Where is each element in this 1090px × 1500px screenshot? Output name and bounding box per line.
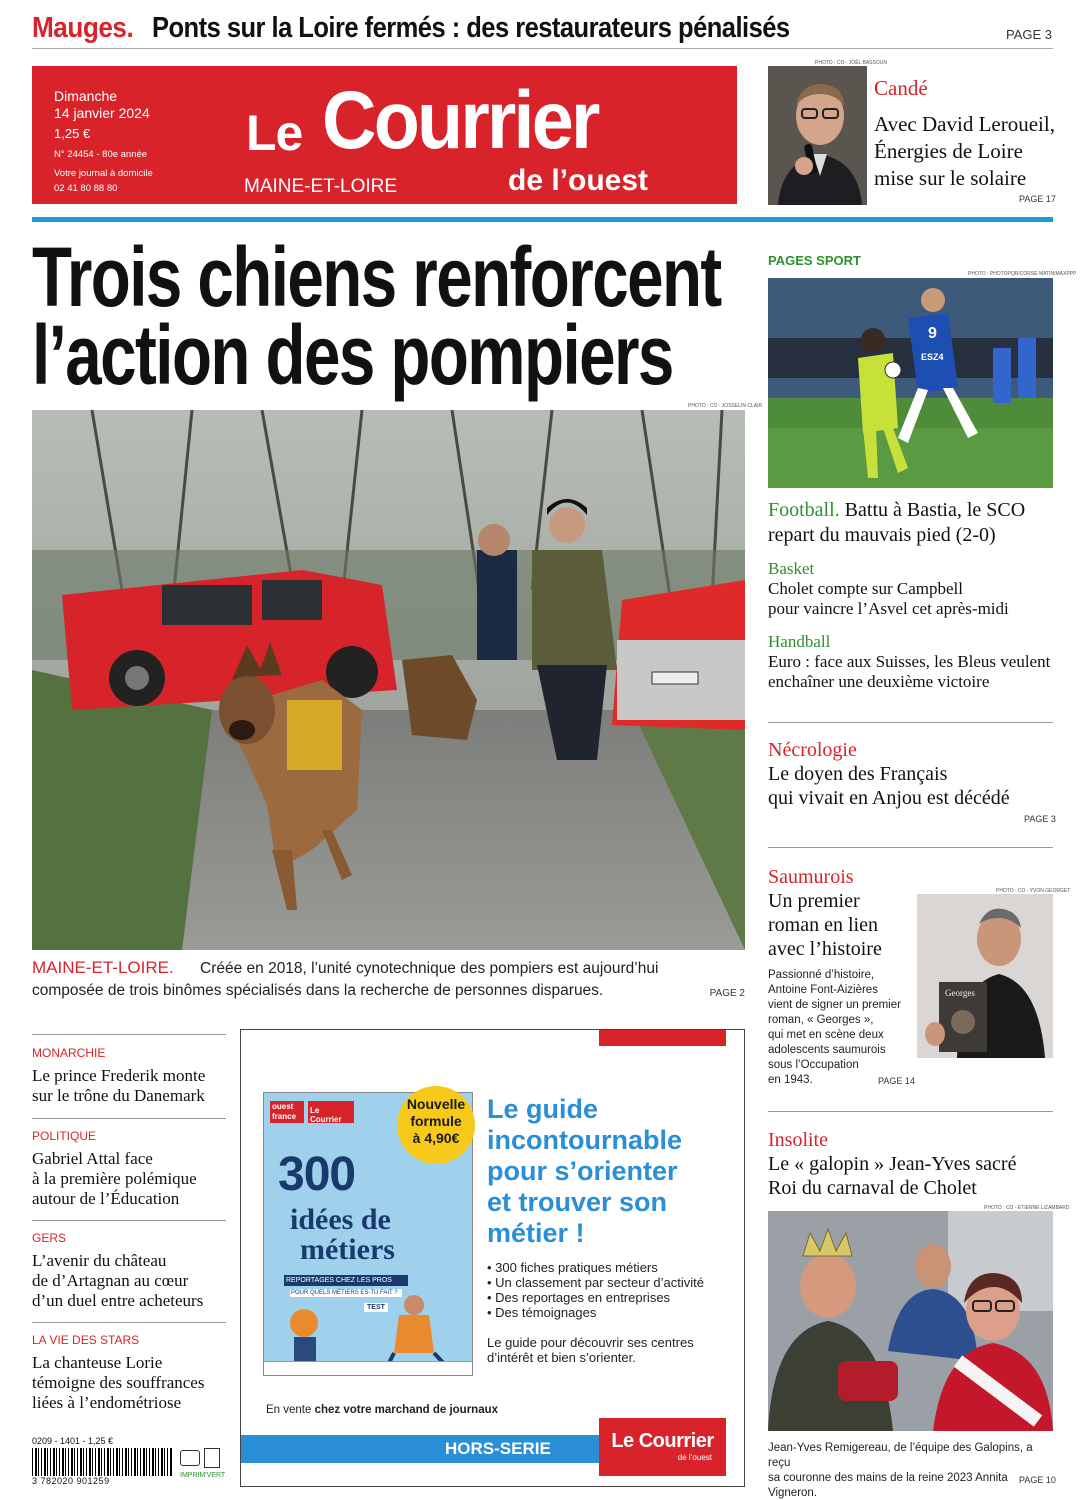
main-caption-text-1: Créée en 2018, l’unité cynotechnique des pompiers est aujourd’hui [200, 960, 659, 977]
left-rule-2 [32, 1220, 226, 1221]
brief-headline: témoigne des souffrances [32, 1373, 205, 1392]
necro-brief[interactable] [768, 738, 1058, 810]
saumur-body-line: en 1943. [768, 1074, 813, 1086]
logo-courrier: Courrier [322, 75, 598, 166]
ad-logo-1: Le Courrier [611, 1430, 714, 1452]
ad-title-3: pour s’orienter [487, 1156, 678, 1186]
ad-top-red-bar [599, 1030, 726, 1046]
ad-cover-line-2: métiers [300, 1233, 395, 1266]
carnival-king-illustration [768, 1211, 1053, 1431]
ad-bullet: • Des témoignages [487, 1305, 597, 1320]
masthead-phone: 02 41 80 88 80 [54, 183, 118, 194]
ad-title-5: métier ! [487, 1218, 585, 1248]
ad-hors-serie: HORS-SERIE [445, 1439, 551, 1458]
ad-title-2: incontournable [487, 1125, 682, 1155]
rule-insolite [768, 1111, 1053, 1112]
firefighter-dogs-illustration [32, 410, 745, 950]
main-caption-kicker: MAINE-ET-LOIRE. [32, 958, 174, 977]
saumur-body-line: qui met en scène deux [768, 1029, 884, 1041]
saumur-body-line: sous l’Occupation [768, 1059, 859, 1071]
cande-headline-1[interactable]: Avec David Leroueil, [874, 112, 1055, 136]
left-rule-3 [32, 1322, 226, 1323]
masthead-day: Dimanche [54, 88, 118, 104]
left-brief-monarchie[interactable] [32, 1046, 232, 1106]
ad-bullet: • 300 fiches pratiques métiers [487, 1260, 658, 1275]
insolite-kicker: Insolite [768, 1129, 828, 1151]
rule-necro [768, 722, 1053, 723]
ad-cover-brand-2: Le Courrier [308, 1101, 354, 1123]
insolite-head-1: Le « galopin » Jean-Yves sacré [768, 1153, 1017, 1175]
handball-brief[interactable] [768, 632, 1058, 692]
ad-sale [266, 1404, 498, 1416]
insolite-caption-1: Jean-Yves Remigereau, de l’équipe des Galopins, a reçu [768, 1442, 1033, 1469]
brief-category: GERS [32, 1231, 67, 1245]
cande-headline-2[interactable]: Énergies de Loire [874, 139, 1023, 163]
main-caption-text-2: composée de trois binômes spécialisés dans la recherche de personnes disparues. [32, 982, 604, 999]
sport-photo[interactable] [768, 278, 1053, 488]
saumur-page: PAGE 14 [878, 1076, 915, 1086]
topline-rule [32, 48, 1053, 49]
necro-page: PAGE 3 [1024, 814, 1056, 824]
brief-headline: L’avenir du château [32, 1251, 167, 1270]
handball-text-2: enchaîner une deuxième victoire [768, 672, 990, 691]
main-caption[interactable] [32, 958, 745, 1008]
brief-headline: La chanteuse Lorie [32, 1353, 163, 1372]
brief-category: LA VIE DES STARS [32, 1333, 140, 1347]
ad-badge-2: formule [410, 1113, 462, 1129]
barcode-bars [32, 1448, 172, 1476]
insolite-brief[interactable] [768, 1128, 1058, 1200]
sport-section: PAGES SPORT [768, 253, 861, 268]
saumur-head-2: roman en lien [768, 914, 878, 936]
rule-saumur [768, 847, 1053, 848]
ad-cover-footer [264, 1361, 473, 1375]
ad-hors-serie-bar [241, 1435, 599, 1463]
main-headline-1[interactable]: Trois chiens renforcent [32, 230, 721, 324]
brief-category: POLITIQUE [32, 1129, 97, 1143]
cande-page: PAGE 17 [1019, 194, 1056, 204]
insolite-credit: PHOTO : CO - ÉTIENNE LIZAMBARD [984, 1205, 1070, 1211]
ad-box[interactable] [240, 1029, 745, 1487]
ad-cover-number: 300 [278, 1148, 356, 1201]
ad-bullet: • Un classement par secteur d’activité [487, 1275, 704, 1290]
saumur-body-line: vient de signer un premier [768, 999, 901, 1011]
ad-cover-brand-1: ouest france [270, 1101, 304, 1123]
ad-title-4: et trouver son [487, 1187, 668, 1217]
ad-cover-test: TEST [364, 1303, 388, 1312]
logo-le: Le [246, 105, 303, 161]
necro-kicker: Nécrologie [768, 739, 857, 761]
football-text-1: Battu à Bastia, le SCO [844, 499, 1026, 521]
topline-page: PAGE 3 [1005, 27, 1052, 42]
jersey-number: 9 [928, 325, 937, 342]
brief-category: MONARCHIE [32, 1046, 106, 1060]
brief-headline: liées à l’endométriose [32, 1393, 182, 1412]
saumur-kicker: Saumurois [768, 866, 854, 888]
barcode-block [32, 1436, 232, 1488]
brief-headline: d’un duel entre acheteurs [32, 1291, 204, 1310]
print-icon [204, 1448, 220, 1468]
handball-kicker: Handball [768, 632, 831, 651]
main-headline-2[interactable]: l’action des pompiers [32, 308, 673, 402]
cande-photo[interactable] [768, 66, 867, 205]
brief-headline: sur le trône du Danemark [32, 1086, 205, 1105]
left-brief-gers[interactable] [32, 1231, 232, 1311]
ad-title-1: Le guide [487, 1094, 599, 1124]
masthead[interactable] [32, 66, 737, 204]
ad-tagline-2: d’intérêt et bien s’orienter. [487, 1350, 636, 1365]
saumur-body-line: Antoine Font-Aizières [768, 984, 878, 996]
insolite-page: PAGE 10 [1019, 1475, 1056, 1485]
left-rule-1 [32, 1118, 226, 1119]
barcode-number: 3 782020 901259 [32, 1476, 110, 1486]
saumur-head[interactable] [768, 865, 918, 961]
logo-edition: MAINE-ET-LOIRE [244, 176, 398, 197]
ad-logo-2: de l’ouest [677, 1453, 712, 1462]
saumur-head-1: Un premier [768, 890, 860, 912]
ad-badge [397, 1086, 475, 1164]
ad-logo [599, 1418, 726, 1476]
sport-credit: PHOTO : PHOTOPQR/CORSE MATIN/MAXPPP [968, 271, 1077, 277]
basket-text-1: Cholet compte sur Campbell [768, 579, 963, 598]
topline-kicker: Mauges. [32, 12, 134, 44]
saumur-photo[interactable] [917, 894, 1053, 1058]
recycle-icon [180, 1450, 200, 1466]
necro-text-2: qui vivait en Anjou est décédé [768, 787, 1010, 809]
necro-text-1: Le doyen des Français [768, 763, 948, 785]
ad-badge-3: à 4,90€ [412, 1130, 460, 1146]
ad-bullets [487, 1260, 704, 1320]
author-portrait-illustration [917, 894, 1053, 1058]
ad-tagline-1: Le guide pour découvrir ses centres [487, 1335, 694, 1350]
cande-credit: PHOTO : CO - JOËL BASSOUN [815, 60, 887, 66]
saumur-credit: PHOTO : CO - YVON GEORGET [996, 888, 1071, 894]
brief-headline: Gabriel Attal face [32, 1149, 153, 1168]
insolite-head-2: Roi du carnaval de Cholet [768, 1177, 977, 1199]
masthead-date: 14 janvier 2024 [54, 105, 150, 121]
blue-rule [32, 217, 1053, 222]
saumur-body-line: Passionné d’histoire, [768, 969, 875, 981]
brief-headline: Le prince Frederik monte [32, 1066, 206, 1085]
ad-cover-strip-2: POUR QUELS MÉTIERS ES-TU FAIT ? [290, 1289, 402, 1297]
masthead-price: 1,25 € [54, 126, 91, 141]
left-brief-politique[interactable] [32, 1129, 232, 1209]
imprim-vert-label: IMPRIM'VERT [180, 1472, 226, 1479]
insolite-caption[interactable] [768, 1441, 1058, 1500]
brief-headline: à la première polémique [32, 1169, 197, 1188]
jersey-sponsor: ESZ4 [921, 352, 944, 362]
ad-cover-line-1: idées de [290, 1203, 391, 1236]
ad-sale-2: chez votre marchand de journaux [314, 1404, 499, 1416]
cande-kicker: Candé [874, 76, 928, 100]
brief-headline: autour de l’Éducation [32, 1189, 180, 1208]
main-photo[interactable] [32, 410, 745, 950]
brief-headline: de d’Artagnan au cœur [32, 1271, 189, 1290]
basket-kicker: Basket [768, 559, 815, 578]
masthead-home: Votre journal à domicile [54, 168, 153, 179]
basket-text-2: pour vaincre l’Asvel cet après-midi [768, 599, 1009, 618]
football-match-illustration [768, 278, 1053, 488]
basket-brief[interactable] [768, 559, 1058, 619]
main-caption-page: PAGE 2 [709, 988, 745, 999]
book-title: Georges [945, 988, 975, 998]
football-kicker: Football. [768, 499, 840, 521]
saumur-body-line: roman, « Georges », [768, 1014, 874, 1026]
saumur-body[interactable] [768, 968, 918, 1088]
logo-ouest: de l’ouest [508, 164, 649, 197]
football-brief[interactable] [768, 498, 1058, 548]
ad-bullet: • Des reportages en entreprises [487, 1290, 671, 1305]
left-rule-0 [32, 1034, 226, 1035]
ad-cover-strip: REPORTAGES CHEZ LES PROS [284, 1275, 408, 1286]
topline-headline: Ponts sur la Loire fermés : des restaurateurs pénalisés [152, 12, 790, 44]
ad-tagline [487, 1335, 694, 1365]
topline[interactable] [32, 12, 1052, 50]
portrait-illustration [768, 66, 867, 205]
left-brief-stars[interactable] [32, 1333, 232, 1413]
ad-title [487, 1094, 682, 1249]
ad-sale-1: En vente [266, 1404, 315, 1416]
main-credit: PHOTO : CO - JOSSELIN CLAIR [688, 403, 763, 409]
saumur-body-line: adolescents saumurois [768, 1044, 886, 1056]
insolite-photo[interactable] [768, 1211, 1053, 1431]
barcode-code: 0209 - 1401 - 1,25 € [32, 1436, 114, 1446]
football-text-2: repart du mauvais pied (2-0) [768, 524, 996, 546]
saumur-head-3: avec l’histoire [768, 938, 882, 960]
handball-text-1: Euro : face aux Suisses, les Bleus veulent [768, 652, 1051, 671]
ad-badge-1: Nouvelle [406, 1096, 466, 1112]
cande-headline-3[interactable]: mise sur le solaire [874, 166, 1027, 190]
masthead-issue: N° 24454 - 80e année [54, 149, 148, 160]
insolite-caption-2: sa couronne des mains de la reine 2023 Annita Vigneron. [768, 1472, 1008, 1499]
